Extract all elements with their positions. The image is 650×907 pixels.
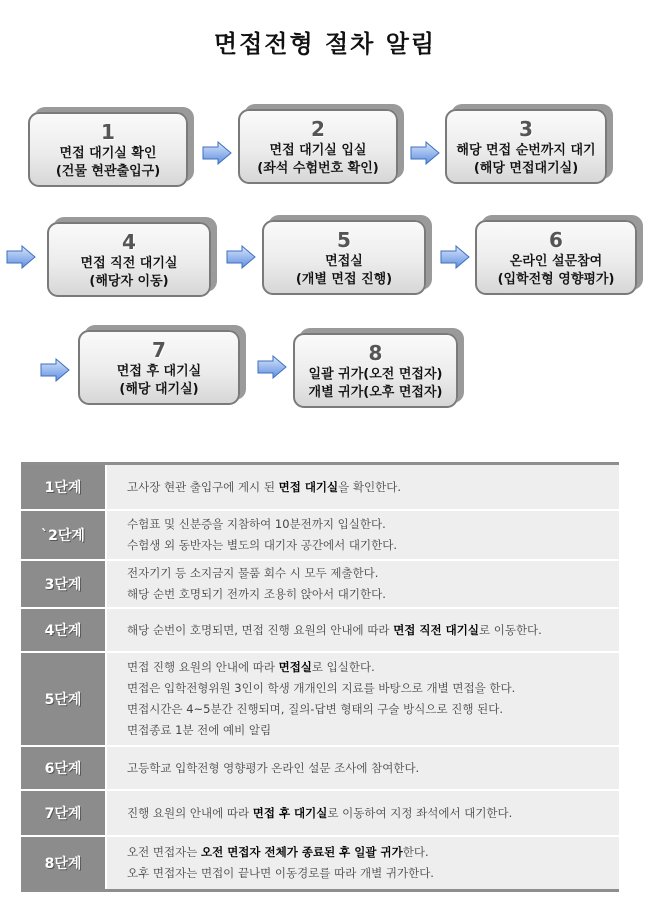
step-subtitle: 개별 귀가(오후 면접자) — [308, 385, 443, 400]
step-title: 면접 후 대기실 — [116, 364, 202, 379]
step-title: 면접 직전 대기실 — [80, 256, 178, 271]
description-line: 해당 순번 호명되기 전까지 조용히 앉아서 대기한다. — [127, 587, 386, 601]
step-title: 면접 대기실 입실 — [269, 143, 367, 158]
step-subtitle: (입학전형 영향평가) — [497, 272, 615, 287]
stage-description — [107, 747, 619, 789]
step-box-6 — [475, 220, 637, 295]
stage-label: `2단계 — [21, 511, 105, 559]
stage-label: 1단계 — [21, 465, 105, 509]
description-line: 면접 진행 요원의 안내에 따라 면접실로 입실한다. — [127, 660, 375, 674]
step-subtitle: (해당 면접대기실) — [473, 161, 579, 176]
step-number: 2 — [311, 117, 325, 141]
stage-label: 4단계 — [21, 609, 105, 651]
description-line: 오후 면접자는 면접이 끝나면 이동경로를 따라 개별 귀가한다. — [127, 866, 434, 880]
step-title: 해당 면접 순번까지 대기 — [456, 143, 596, 158]
description-line: 고사장 현관 출입구에 게시 된 면접 대기실을 확인한다. — [127, 479, 402, 494]
step-number: 5 — [337, 228, 351, 252]
arrow-right-icon — [226, 245, 256, 269]
arrow-right-icon — [410, 141, 440, 165]
step-box-3 — [445, 109, 607, 184]
stage-label: 7단계 — [21, 791, 105, 835]
table-row — [21, 561, 619, 609]
description-line: 전자기기 등 소지금지 물품 회수 시 모두 제출한다. — [127, 566, 379, 580]
arrow-right-icon — [440, 245, 470, 269]
description-line: 수험생 외 동반자는 별도의 대기자 공간에서 대기한다. — [127, 538, 397, 552]
step-number: 1 — [101, 120, 115, 144]
stage-label: 5단계 — [21, 653, 105, 745]
description-line: 오전 면접자는 오전 면접자 전체가 종료된 후 일괄 귀가한다. — [127, 845, 429, 859]
stage-description — [107, 511, 619, 559]
table-row — [21, 465, 619, 511]
arrow-right-icon — [257, 355, 287, 379]
step-number: 6 — [549, 228, 563, 252]
step-title: 면접실 — [325, 254, 363, 269]
table-row — [21, 837, 619, 889]
step-title: 일괄 귀가(오전 면접자) — [308, 367, 443, 382]
arrow-right-icon — [202, 141, 232, 165]
procedure-table — [21, 462, 619, 892]
table-row — [21, 747, 619, 791]
table-row — [21, 653, 619, 747]
arrow-right-icon — [6, 245, 36, 269]
step-box-1 — [28, 112, 188, 187]
stage-label: 6단계 — [21, 747, 105, 789]
description-line: 면접종료 1분 전에 예비 알림 — [127, 723, 272, 737]
step-subtitle: (건물 현관출입구) — [55, 164, 161, 179]
description-line: 면접시간은 4~5분간 진행되며, 질의-답변 형태의 구술 방식으로 진행 된다. — [127, 702, 504, 716]
step-number: 3 — [519, 117, 533, 141]
table-row — [21, 511, 619, 561]
step-number: 8 — [368, 341, 383, 365]
step-box-8 — [293, 333, 458, 408]
step-box-5 — [262, 220, 426, 295]
description-line: 고등학교 입학전형 영향평가 온라인 설문 조사에 참여한다. — [127, 760, 420, 775]
arrow-right-icon — [40, 358, 70, 382]
step-box-4 — [47, 222, 211, 297]
step-subtitle: (개별 면접 진행) — [295, 272, 393, 287]
step-subtitle: (좌석 수험번호 확인) — [257, 161, 379, 176]
stage-description — [107, 561, 619, 607]
description-line: 면접은 입학전형위원 3인이 학생 개개인의 지료를 바탕으로 개별 면접을 한다. — [127, 681, 516, 695]
description-line: 해당 순번이 호명되면, 면접 진행 요원의 안내에 따라 면접 직전 대기실로 이동한다. — [127, 622, 542, 637]
stage-description — [107, 791, 619, 835]
stage-label: 3단계 — [21, 561, 105, 607]
step-title: 면접 대기실 확인 — [59, 146, 157, 161]
stage-description — [107, 465, 619, 509]
table-row — [21, 791, 619, 837]
step-box-7 — [78, 330, 240, 405]
step-number: 7 — [152, 338, 166, 362]
stage-description — [107, 653, 619, 745]
step-subtitle: (해당자 이동) — [89, 274, 169, 289]
table-row — [21, 609, 619, 653]
description-line: 진행 요원의 안내에 따라 면접 후 대기실로 이동하여 지정 좌석에서 대기한다. — [127, 805, 513, 820]
step-subtitle: (해당 대기실) — [119, 382, 199, 397]
page-title: 면접전형 절차 알림 — [213, 30, 437, 58]
description-line: 수험표 및 신분증을 지참하여 10분전까지 입실한다. — [127, 517, 386, 531]
stage-description — [107, 609, 619, 651]
stage-label: 8단계 — [21, 837, 105, 889]
stage-description — [107, 837, 619, 889]
step-box-2 — [238, 109, 398, 184]
step-title: 온라인 설문참여 — [509, 254, 603, 269]
step-number: 4 — [122, 230, 136, 254]
